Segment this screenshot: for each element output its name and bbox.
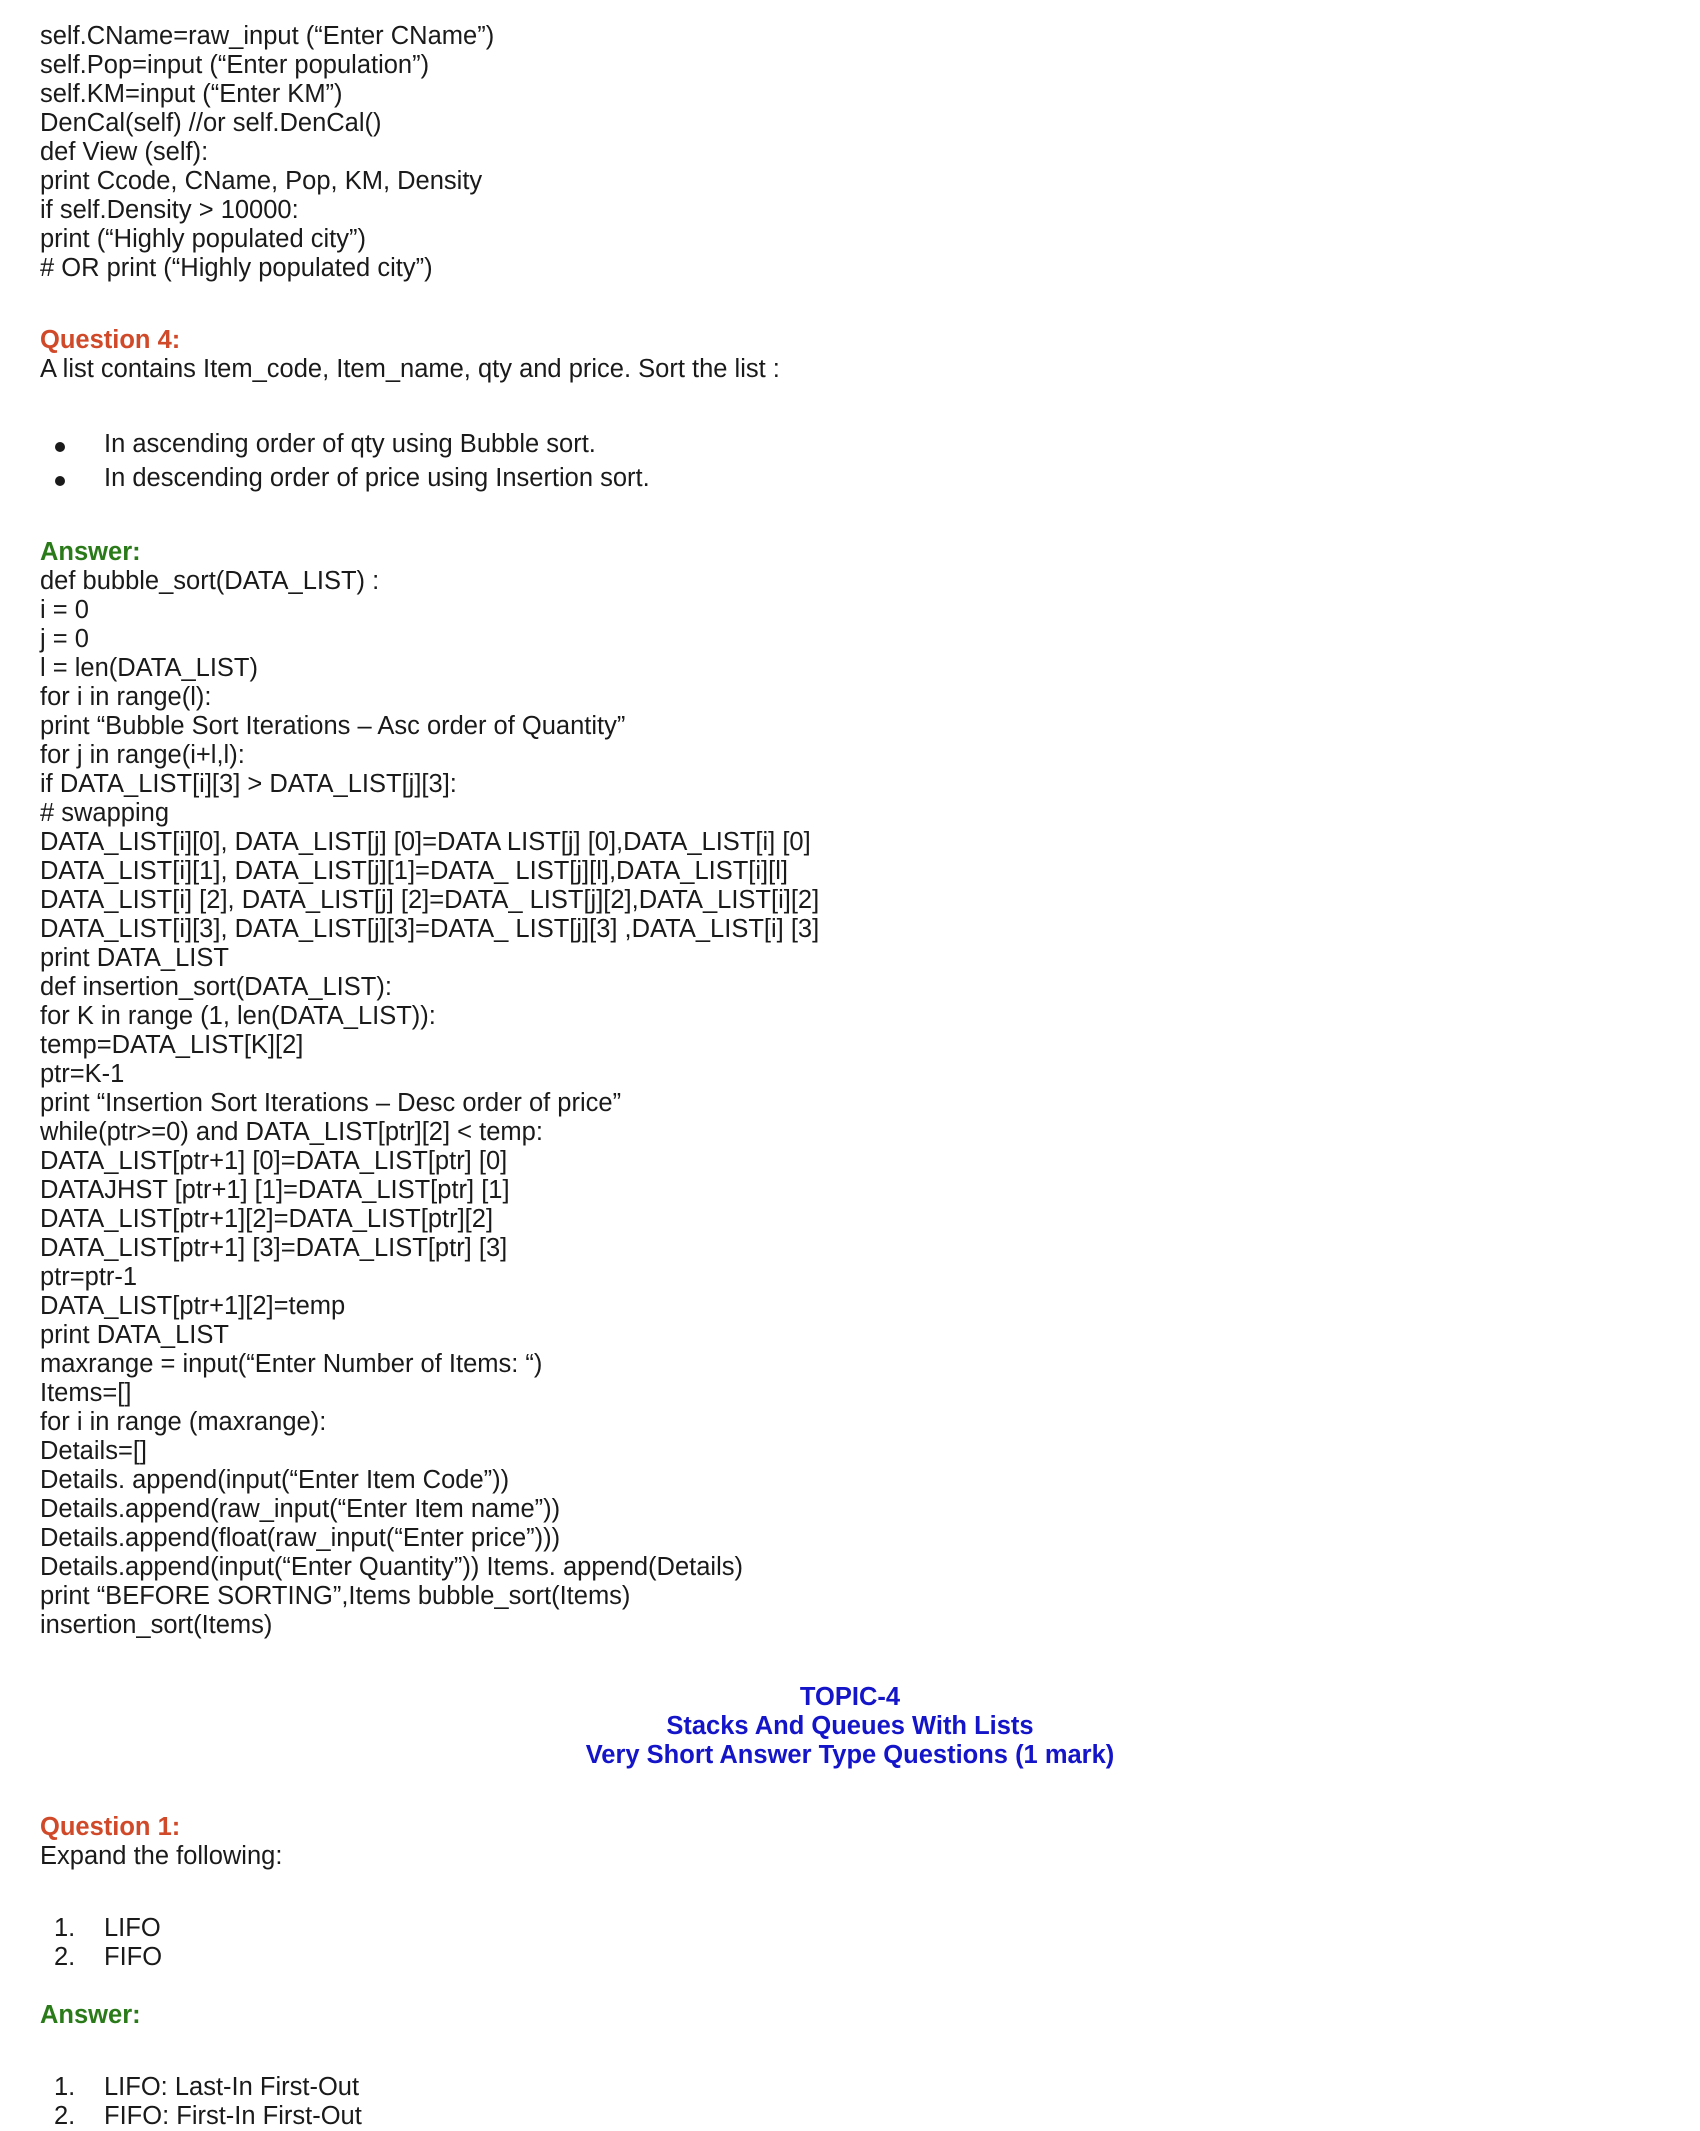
- code-line: DATA_LIST[i] [2], DATA_LIST[j] [2]=DATA_ LIST[j][2],DATA_LIST[i][2]: [40, 886, 820, 914]
- code-line: DATAJHST [ptr+1] [1]=DATA_LIST[ptr] [1]: [40, 1176, 510, 1204]
- code-line: Details.append(input(“Enter Quantity”)) Items. append(Details): [40, 1553, 743, 1581]
- code-line: DATA_LIST[i][0], DATA_LIST[j] [0]=DATA LIST[j] [0],DATA_LIST[i] [0]: [40, 828, 811, 856]
- code-line: print DATA_LIST: [40, 1321, 229, 1349]
- code-line: # swapping: [40, 799, 170, 827]
- code-line: # OR print (“Highly populated city”): [40, 254, 433, 282]
- question-4-bullet-list: [40, 427, 1660, 495]
- list-item-text: LIFO: [104, 1914, 161, 1942]
- code-line: print “BEFORE SORTING”,Items bubble_sort(Items): [40, 1582, 631, 1610]
- list-item: [40, 1914, 1660, 1943]
- code-line: print “Bubble Sort Iterations – Asc order of Quantity”: [40, 712, 626, 740]
- code-line: j = 0: [40, 625, 89, 653]
- question-4-heading: Question 4:: [40, 326, 181, 354]
- code-line: ptr=K-1: [40, 1060, 125, 1088]
- code-line: def insertion_sort(DATA_LIST):: [40, 973, 392, 1001]
- code-line: self.Pop=input (“Enter population”): [40, 51, 430, 79]
- question-4-text: A list contains Item_code, Item_name, qty and price. Sort the list :: [40, 355, 780, 383]
- list-item-number: 2.: [54, 2102, 76, 2130]
- list-item-text: FIFO: First-In First-Out: [104, 2102, 362, 2130]
- list-item: [40, 2102, 1660, 2131]
- bullet-icon: [55, 442, 65, 452]
- question-1-numbered-list: [40, 1914, 1660, 1972]
- code-line: Details.append(raw_input(“Enter Item name”)): [40, 1495, 561, 1523]
- code-line: DATA_LIST[ptr+1][2]=DATA_LIST[ptr][2]: [40, 1205, 494, 1233]
- answer-4-heading: Answer:: [40, 538, 141, 566]
- code-line: DATA_LIST[ptr+1][2]=temp: [40, 1292, 346, 1320]
- code-line: i = 0: [40, 596, 89, 624]
- question-1-text: Expand the following:: [40, 1842, 283, 1870]
- code-line: DenCal(self) //or self.DenCal(): [40, 109, 382, 137]
- code-line: insertion_sort(Items): [40, 1611, 273, 1639]
- code-line: Items=[]: [40, 1379, 132, 1407]
- list-item-text: LIFO: Last-In First-Out: [104, 2073, 360, 2101]
- code-line: Details. append(input(“Enter Item Code”)): [40, 1466, 510, 1494]
- code-line: if DATA_LIST[i][3] > DATA_LIST[j][3]:: [40, 770, 457, 798]
- code-line: print DATA_LIST: [40, 944, 229, 972]
- code-line: Details=[]: [40, 1437, 148, 1465]
- code-line: for j in range(i+l,l):: [40, 741, 245, 769]
- code-line: print “Insertion Sort Iterations – Desc order of price”: [40, 1089, 622, 1117]
- code-line: DATA_LIST[i][1], DATA_LIST[j][1]=DATA_ LIST[j][l],DATA_LIST[i][l]: [40, 857, 788, 885]
- code-line: for i in range (maxrange):: [40, 1408, 327, 1436]
- list-item: [40, 461, 1660, 495]
- code-line: l = len(DATA_LIST): [40, 654, 258, 682]
- code-line: DATA_LIST[ptr+1] [0]=DATA_LIST[ptr] [0]: [40, 1147, 508, 1175]
- bullet-icon: [55, 476, 65, 486]
- answer-1-numbered-list: [40, 2073, 1660, 2131]
- list-item-text: FIFO: [104, 1943, 163, 1971]
- list-item: [40, 2073, 1660, 2102]
- list-item: [40, 427, 1660, 461]
- answer-1-heading: Answer:: [40, 2001, 141, 2029]
- code-line: while(ptr>=0) and DATA_LIST[ptr][2] < temp:: [40, 1118, 543, 1146]
- code-line: print (“Highly populated city”): [40, 225, 366, 253]
- topic-title: Stacks And Queues With Lists: [666, 1712, 1034, 1740]
- list-item: [40, 1943, 1660, 1972]
- code-line: if self.Density > 10000:: [40, 196, 299, 224]
- code-line: for K in range (1, len(DATA_LIST)):: [40, 1002, 436, 1030]
- code-line: self.CName=raw_input (“Enter CName”): [40, 22, 495, 50]
- code-line: self.KM=input (“Enter KM”): [40, 80, 343, 108]
- code-block-continuation: [40, 22, 1660, 283]
- code-line: temp=DATA_LIST[K][2]: [40, 1031, 304, 1059]
- code-line: def View (self):: [40, 138, 209, 166]
- topic-number: TOPIC-4: [799, 1683, 901, 1711]
- code-line: for i in range(l):: [40, 683, 212, 711]
- code-line: Details.append(float(raw_input(“Enter price”))): [40, 1524, 561, 1552]
- list-item-number: 2.: [54, 1943, 76, 1971]
- list-item-text: In ascending order of qty using Bubble sort.: [104, 430, 596, 458]
- code-line: DATA_LIST[i][3], DATA_LIST[j][3]=DATA_ LIST[j][3] ,DATA_LIST[i] [3]: [40, 915, 820, 943]
- list-item-number: 1.: [54, 1914, 76, 1942]
- code-line: DATA_LIST[ptr+1] [3]=DATA_LIST[ptr] [3]: [40, 1234, 508, 1262]
- topic-subtitle: Very Short Answer Type Questions (1 mark): [585, 1741, 1115, 1769]
- question-1-heading: Question 1:: [40, 1813, 181, 1841]
- list-item-text: In descending order of price using Insertion sort.: [104, 464, 650, 492]
- code-line: ptr=ptr-1: [40, 1263, 138, 1291]
- topic-heading: [40, 1683, 1660, 1770]
- code-line: print Ccode, CName, Pop, KM, Density: [40, 167, 483, 195]
- list-item-number: 1.: [54, 2073, 76, 2101]
- code-line: def bubble_sort(DATA_LIST) :: [40, 567, 380, 595]
- code-line: maxrange = input(“Enter Number of Items: “): [40, 1350, 543, 1378]
- document-page: [40, 22, 1660, 2131]
- code-block-answer-4: [40, 567, 1660, 1640]
